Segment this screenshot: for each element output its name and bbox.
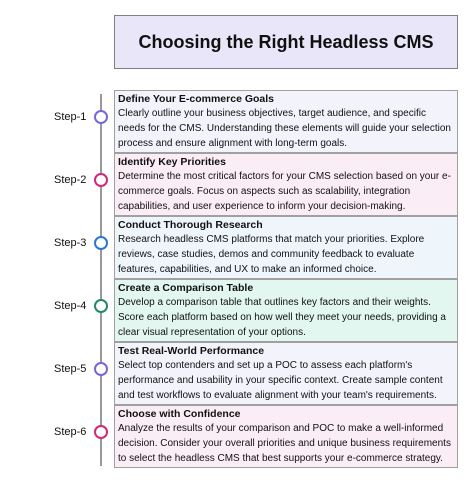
step-label: Step-4	[54, 300, 87, 312]
step-description: Develop a comparison table that outlines key factors and their weights. Score each platform based on how well they meet your needs, providing a clear visual representation of your options.	[118, 297, 446, 338]
step-card	[114, 342, 458, 405]
step-label: Step-3	[54, 237, 87, 249]
step-description: Research headless CMS platforms that match your priorities. Explore reviews, case studies, demos and community feedback to evaluate features, capabilities, and UX to make an informed choice.	[118, 234, 425, 275]
timeline-line	[100, 94, 102, 466]
step-card	[114, 90, 458, 153]
step-label: Step-1	[54, 111, 87, 123]
step-description: Select top contenders and set up a POC to assess each platform's performance and usability in your specific context. Create sample content and test workflows to evaluate alignment with your team's requirements.	[118, 360, 443, 401]
step-label: Step-2	[54, 174, 87, 186]
step-heading: Create a Comparison Table	[118, 282, 254, 294]
step-marker-circle	[94, 425, 108, 439]
step-marker-circle	[94, 110, 108, 124]
step-description: Analyze the results of your comparison and POC to make a well-informed decision. Consider your overall priorities and unique business requirements to select the headless CMS that best supports your e-commerce strategy.	[118, 423, 451, 464]
step-card	[114, 216, 458, 279]
step-marker-circle	[94, 236, 108, 250]
step-heading: Choose with Confidence	[118, 408, 241, 420]
step-heading: Define Your E-commerce Goals	[118, 93, 274, 105]
step-heading: Conduct Thorough Research	[118, 219, 263, 231]
step-label: Step-5	[54, 363, 87, 375]
step-marker-circle	[94, 299, 108, 313]
step-label: Step-6	[54, 426, 87, 438]
step-marker-circle	[94, 362, 108, 376]
step-marker-circle	[94, 173, 108, 187]
step-heading: Test Real-World Performance	[118, 345, 265, 357]
diagram-title: Choosing the Right Headless CMS	[114, 15, 458, 69]
step-card	[114, 153, 458, 216]
step-card	[114, 279, 458, 342]
step-heading: Identify Key Priorities	[118, 156, 226, 168]
step-card	[114, 405, 458, 468]
step-description: Clearly outline your business objectives, target audience, and specific needs for the CMS. Understanding these elements will guide your selection process and ensure alignment with long-term goals.	[118, 108, 451, 149]
step-description: Determine the most critical factors for your CMS selection based on your e-commerce goals. Focus on aspects such as scalability, integration capabilities, and user experience to inform your decision-making.	[118, 171, 451, 212]
